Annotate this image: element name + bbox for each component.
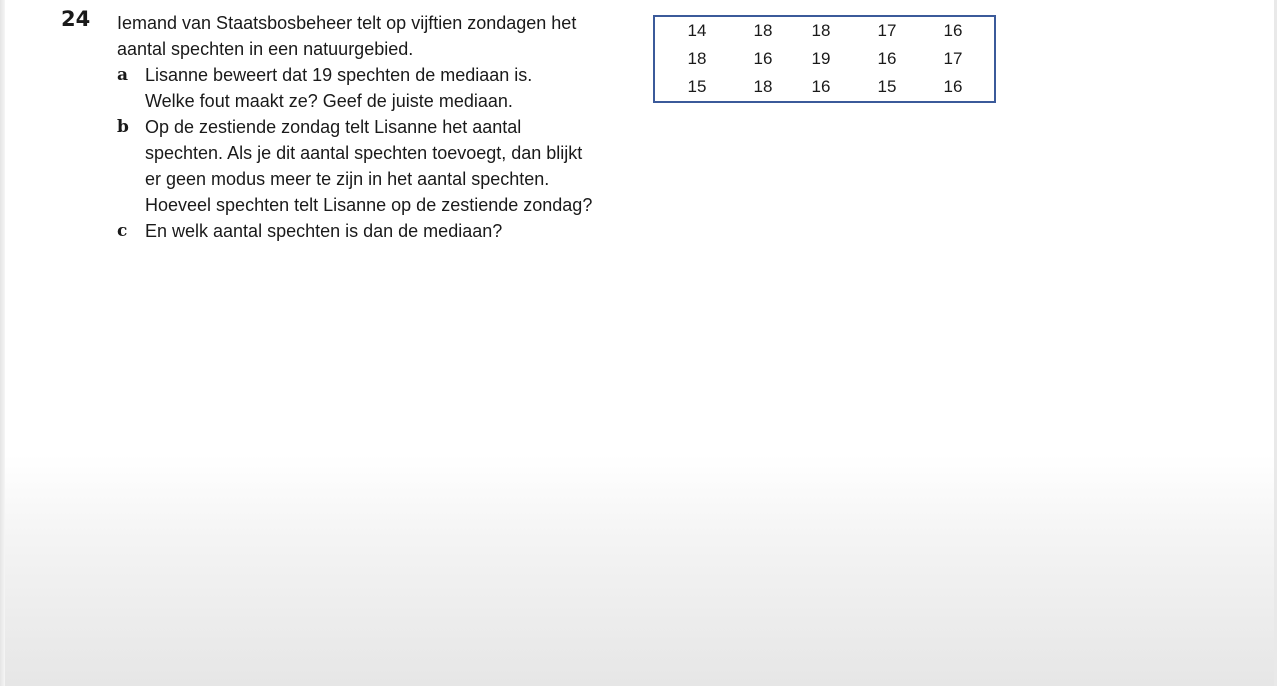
- intro-line: aantal spechten in een natuurgebied.: [117, 39, 414, 59]
- page-left-edge: [0, 0, 5, 686]
- subquestion-line: spechten. Als je dit aantal spechten toevoegt, dan blijkt: [145, 143, 583, 163]
- woodpecker-count-table: [653, 15, 996, 103]
- table-cell: 15: [877, 77, 897, 96]
- subquestion-letter: c: [117, 221, 128, 241]
- subquestion-line: En welk aantal spechten is dan de mediaan?: [145, 221, 503, 241]
- table-cell: 18: [811, 21, 831, 40]
- table-cell: 16: [943, 77, 963, 96]
- subquestion-line: Lisanne beweert dat 19 spechten de mediaan is.: [145, 65, 533, 85]
- subquestion-line: Welke fout maakt ze? Geef de juiste mediaan.: [145, 91, 513, 111]
- table-cell: 14: [687, 21, 707, 40]
- table-cell: 18: [753, 77, 773, 96]
- table-row: [655, 17, 994, 45]
- table-cell: 19: [811, 49, 831, 68]
- subquestion-a: [117, 62, 627, 114]
- table-row: [655, 45, 994, 73]
- exercise-text: [117, 10, 627, 244]
- subquestion-line: Hoeveel spechten telt Lisanne op de zestiende zondag?: [145, 195, 593, 215]
- subquestion-c: [117, 218, 627, 244]
- table-cell: 18: [687, 49, 707, 68]
- subquestion-b: [117, 114, 627, 218]
- table-row: [655, 73, 994, 101]
- subquestion-letter: b: [117, 117, 129, 137]
- table-cell: 18: [753, 21, 773, 40]
- table-cell: 16: [811, 77, 831, 96]
- exercise-number: 24: [61, 7, 91, 31]
- table-cell: 16: [753, 49, 773, 68]
- table-cell: 16: [877, 49, 897, 68]
- exercise-intro: [117, 10, 627, 62]
- table-cell: 17: [943, 49, 963, 68]
- subquestion-line: Op de zestiende zondag telt Lisanne het aantal: [145, 117, 522, 137]
- table-cell: 15: [687, 77, 707, 96]
- table-cell: 16: [943, 21, 963, 40]
- intro-line: Iemand van Staatsbosbeheer telt op vijftien zondagen het: [117, 13, 577, 33]
- subquestion-line: er geen modus meer te zijn in het aantal spechten.: [145, 169, 550, 189]
- table-cell: 17: [877, 21, 897, 40]
- subquestion-letter: a: [117, 65, 129, 85]
